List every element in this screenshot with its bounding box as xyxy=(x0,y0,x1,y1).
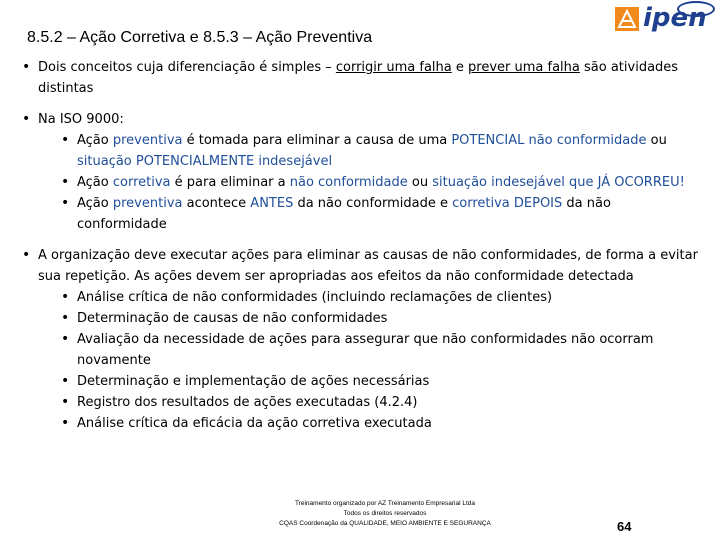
text: Ação xyxy=(77,196,113,211)
ipen-logo xyxy=(615,3,715,33)
text: é para eliminar a xyxy=(170,175,290,190)
text: Dois conceitos cuja diferenciação é simples – xyxy=(38,60,336,75)
list-item: • Registro dos resultados de ações executadas (4.2.4) xyxy=(61,392,702,413)
list-item: • Análise crítica da eficácia da ação corretiva executada xyxy=(61,413,702,434)
highlight-text: POTENCIAL não conformidade xyxy=(451,133,647,148)
footer xyxy=(240,499,530,529)
highlight-text: ANTES xyxy=(250,196,294,211)
slide-content xyxy=(22,57,702,434)
underlined-text: corrigir uma falha xyxy=(335,60,452,75)
text: e xyxy=(451,60,469,75)
footer-line: CQAS Coordenação da QUALIDADE, MEIO AMBIENTE E SEGURANÇA xyxy=(279,520,491,527)
text: Ação xyxy=(77,133,113,148)
highlight-text: situação POTENCIALMENTE indesejável xyxy=(77,154,333,169)
list-item: • Análise crítica de não conformidades (incluindo reclamações de clientes) xyxy=(61,287,702,308)
slide-title: 8.5.2 – Ação Corretiva e 8.5.3 – Ação Preventiva xyxy=(27,29,373,46)
bullet-before-after xyxy=(61,193,702,235)
highlight-text: preventiva xyxy=(112,196,183,211)
highlight-text: situação indesejável que JÁ OCORREU! xyxy=(432,175,685,190)
ipen-logo-icon xyxy=(615,7,639,31)
bullet-organization: • A organização deve executar ações para eliminar as causas de não conformidades, de forma a evitar sua repetição. As ações devem ser apropriadas aos efeitos da não conformidade detectada xyxy=(22,245,702,287)
text: ou xyxy=(407,175,433,190)
bullet-iso: • Na ISO 9000: xyxy=(22,109,702,130)
highlight-text: corretiva DEPOIS xyxy=(452,196,563,211)
highlight-text: corretiva xyxy=(112,175,171,190)
bullet-preventive-def xyxy=(61,130,702,172)
highlight-text: não conformidade xyxy=(289,175,408,190)
list-item: • Avaliação da necessidade de ações para assegurar que não conformidades não ocorram novamente xyxy=(61,329,702,371)
footer-line: Treinamento organizado por AZ Treinamento Empresarial Ltda xyxy=(294,500,476,507)
text: ou xyxy=(646,133,667,148)
footer-line: Todos os direitos reservados xyxy=(343,510,427,517)
list-item: • Determinação e implementação de ações necessárias xyxy=(61,371,702,392)
text: Ação xyxy=(77,175,113,190)
text: acontece xyxy=(182,196,251,211)
logo-text: ipen xyxy=(643,3,707,33)
text: é tomada para eliminar a causa de uma xyxy=(182,133,452,148)
highlight-text: preventiva xyxy=(112,133,183,148)
text: da não conformidade xyxy=(77,196,611,232)
text: são atividades distintas xyxy=(38,60,679,96)
text: da não conformidade e xyxy=(293,196,453,211)
underlined-text: prever uma falha xyxy=(468,60,580,75)
bullet-concepts xyxy=(22,57,702,99)
list-item: • Determinação de causas de não conformidades xyxy=(61,308,702,329)
page-number: 64 xyxy=(617,519,632,534)
bullet-corrective-def xyxy=(61,172,702,193)
